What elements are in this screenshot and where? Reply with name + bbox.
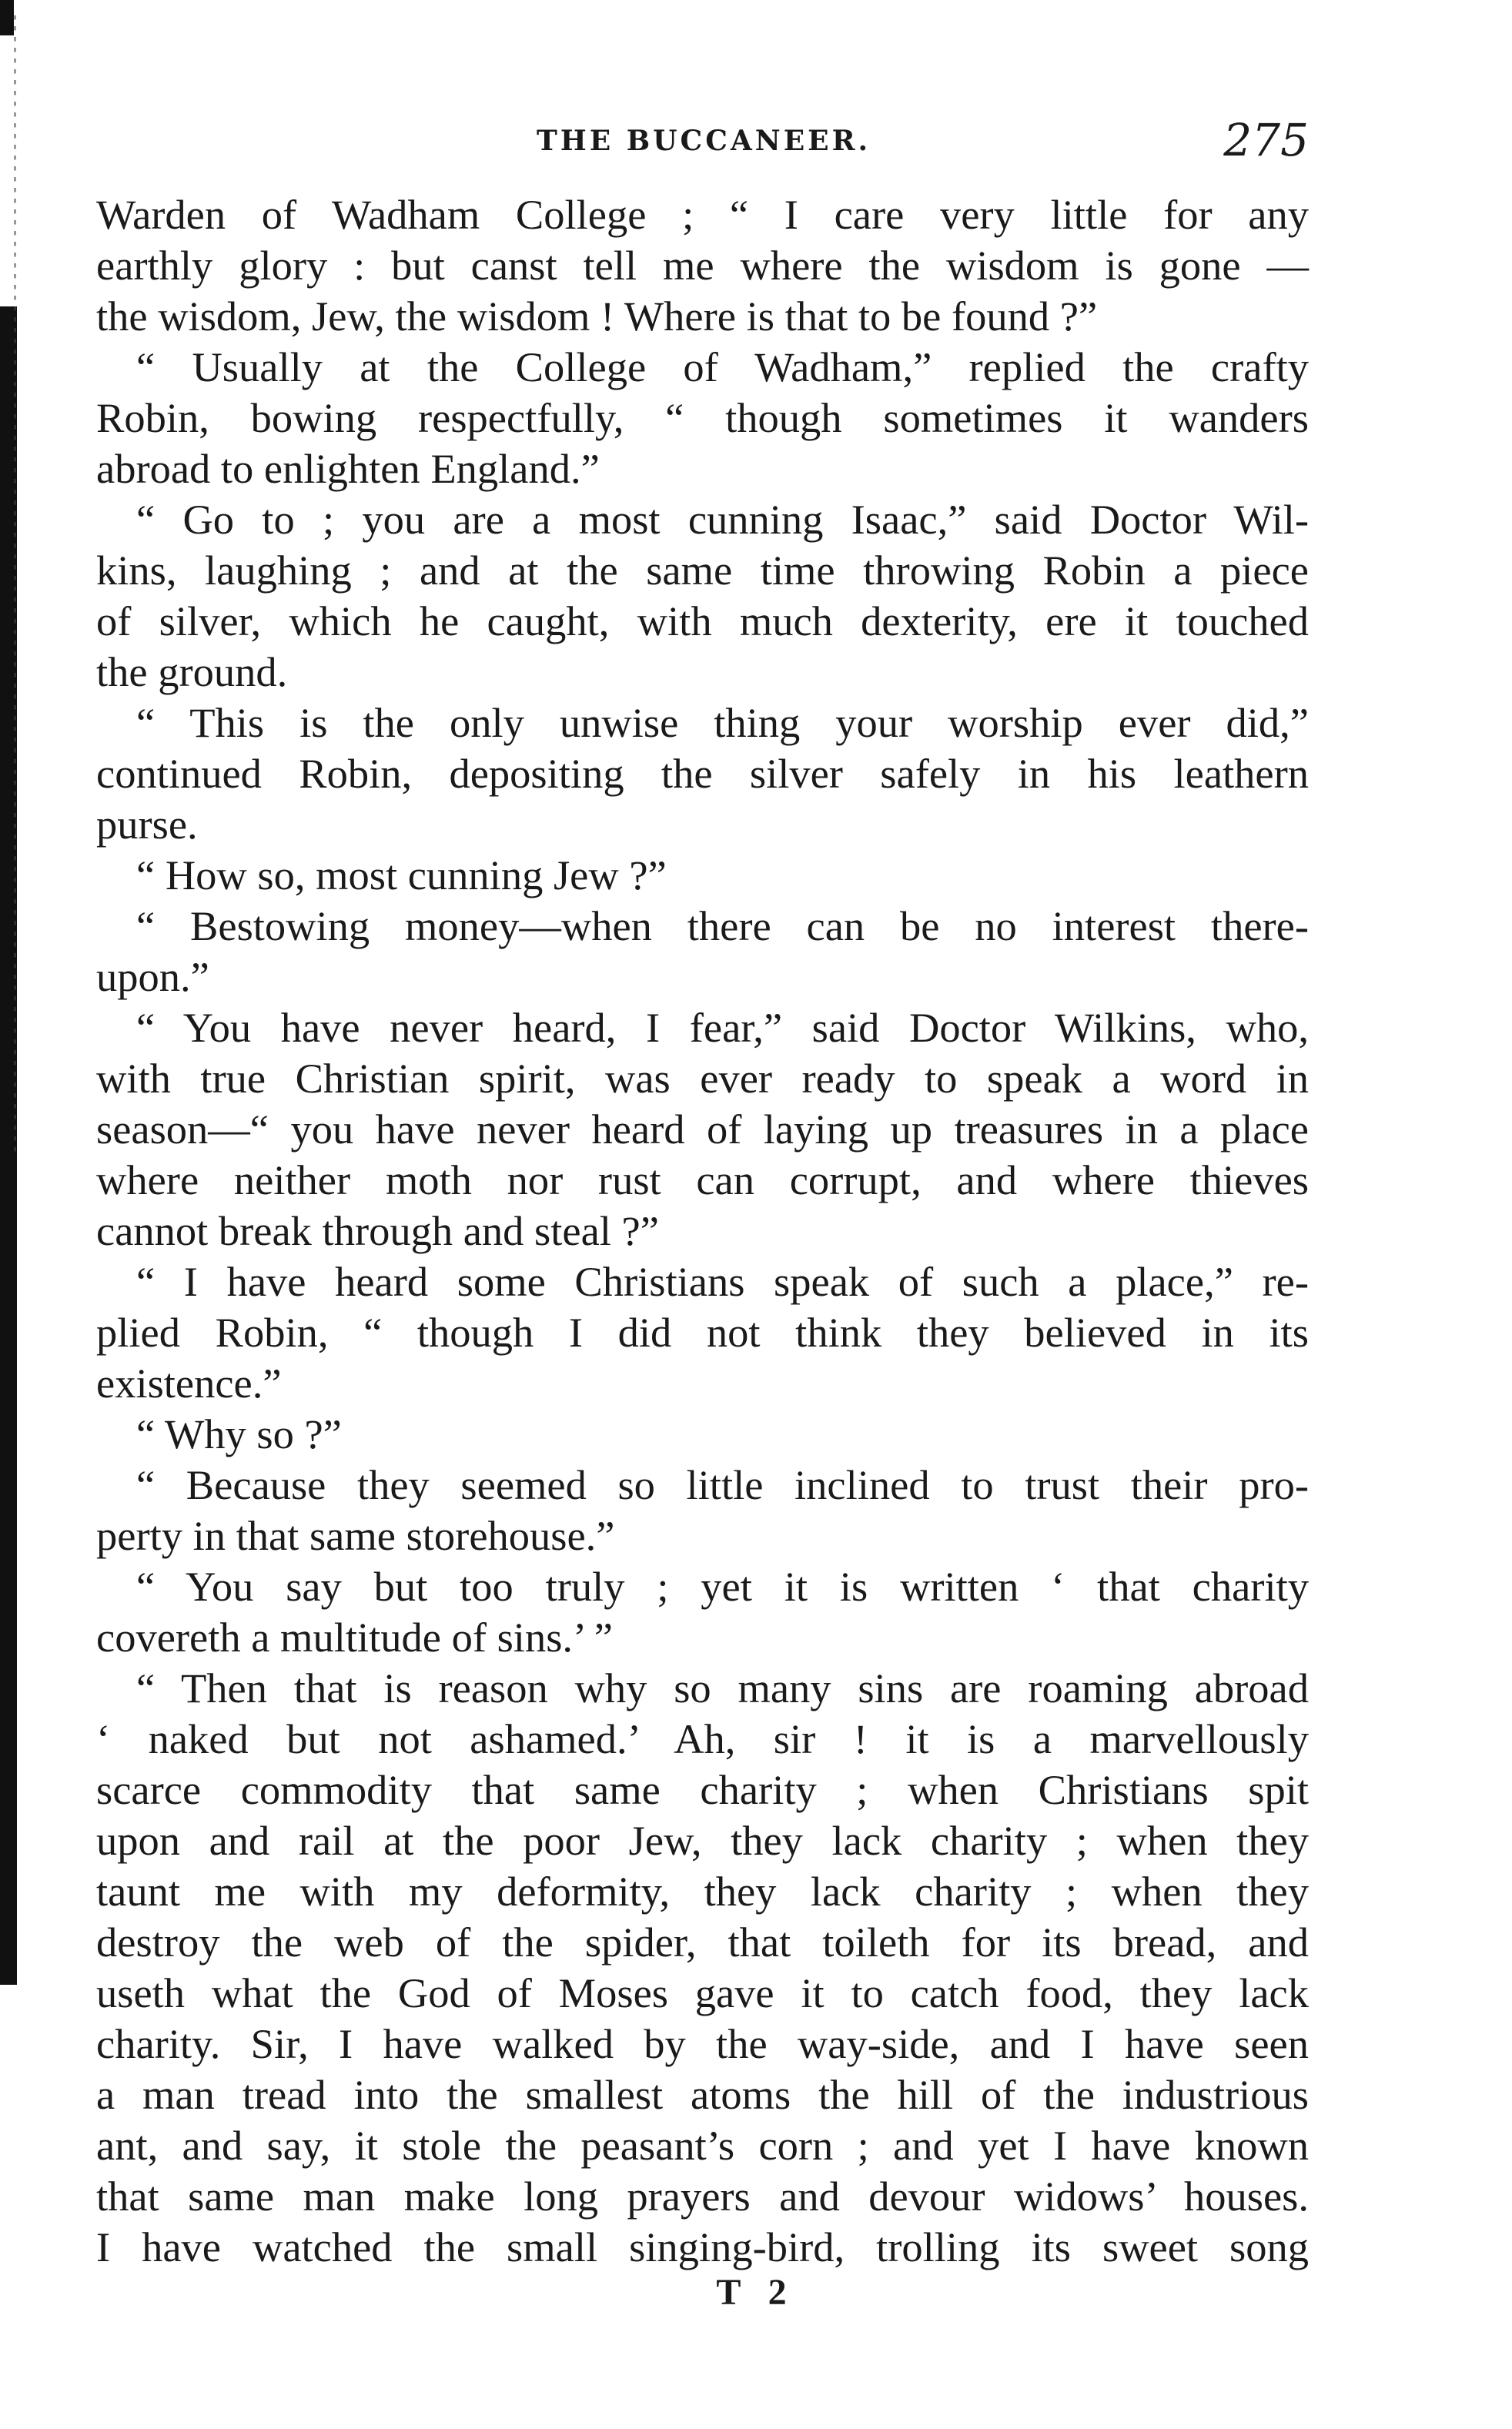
text-line: cannot break through and steal ?” (96, 1207, 659, 1254)
text-line: ant, and say, it stole the peasant’s corn ; and yet I have known (96, 2122, 1309, 2169)
gutter-stitch-marks (14, 15, 16, 1155)
text-line: “ I have heard some Christians speak of such a place,” re- (136, 1258, 1309, 1305)
text-line: abroad to enlighten England.” (96, 445, 600, 492)
body-text (96, 189, 1309, 2273)
text-line: charity. Sir, I have walked by the way-side, and I have seen (96, 2020, 1309, 2067)
binding-edge-mark (0, 0, 14, 35)
text-line: “ You have never heard, I fear,” said Doctor Wilkins, who, (136, 1004, 1309, 1051)
text-line: of silver, which he caught, with much dexterity, ere it touched (96, 597, 1309, 644)
text-line: continued Robin, depositing the silver safely in his leathern (96, 750, 1309, 797)
text-line: ‘ naked but not ashamed.’ Ah, sir ! it is a marvellously (96, 1715, 1309, 1762)
text-line: “ Bestowing money—when there can be no interest there- (136, 902, 1309, 949)
text-line: I have watched the small singing-bird, trolling its sweet song (96, 2223, 1309, 2270)
text-line: earthly glory : but canst tell me where the wisdom is gone — (96, 242, 1309, 289)
text-line: Robin, bowing respectfully, “ though sometimes it wanders (96, 394, 1309, 441)
text-line: destroy the web of the spider, that toileth for its bread, and (96, 1919, 1309, 1966)
printer-signature: T 2 (716, 2272, 796, 2313)
text-line: the wisdom, Jew, the wisdom ! Where is that to be found ?” (96, 293, 1098, 340)
text-line: upon.” (96, 953, 209, 1000)
text-line: a man tread into the smallest atoms the hill of the industrious (96, 2071, 1309, 2118)
text-line: “ Why so ?” (136, 1410, 342, 1457)
page-number: 275 (1223, 114, 1309, 166)
text-line: perty in that same storehouse.” (96, 1512, 615, 1559)
text-line: covereth a multitude of sins.’ ” (96, 1614, 613, 1661)
text-line: existence.” (96, 1360, 282, 1407)
text-line: with true Christian spirit, was ever ready to speak a word in (96, 1055, 1309, 1102)
text-line: “ Go to ; you are a most cunning Isaac,” said Doctor Wil- (136, 496, 1309, 543)
text-line: “ This is the only unwise thing your worship ever did,” (136, 699, 1309, 746)
text-line: season—“ you have never heard of laying up treasures in a place (96, 1106, 1309, 1153)
text-line: that same man make long prayers and devour widows’ houses. (96, 2173, 1309, 2220)
text-line: where neither moth nor rust can corrupt, and where thieves (96, 1156, 1309, 1203)
text-line: kins, laughing ; and at the same time throwing Robin a piece (96, 547, 1309, 594)
text-line: upon and rail at the poor Jew, they lack charity ; when they (96, 1817, 1309, 1864)
text-line: “ Usually at the College of Wadham,” replied the crafty (136, 343, 1309, 390)
text-line: Warden of Wadham College ; “ I care very little for any (96, 191, 1309, 238)
text-line: “ How so, most cunning Jew ?” (136, 851, 667, 898)
text-line: useth what the God of Moses gave it to catch food, they lack (96, 1969, 1309, 2016)
text-line: the ground. (96, 648, 288, 695)
text-line: scarce commodity that same charity ; when Christians spit (96, 1766, 1309, 1813)
running-head: THE BUCCANEER. (536, 125, 871, 157)
text-line: taunt me with my deformity, they lack charity ; when they (96, 1868, 1309, 1915)
text-line: “ Then that is reason why so many sins are roaming abroad (136, 1665, 1309, 1711)
text-line: “ You say but too truly ; yet it is written ‘ that charity (136, 1563, 1309, 1610)
page-header (99, 114, 1309, 176)
text-line: plied Robin, “ though I did not think they believed in its (96, 1309, 1309, 1356)
text-line: purse. (96, 801, 198, 848)
text-line: “ Because they seemed so little inclined to trust their pro- (136, 1461, 1309, 1508)
